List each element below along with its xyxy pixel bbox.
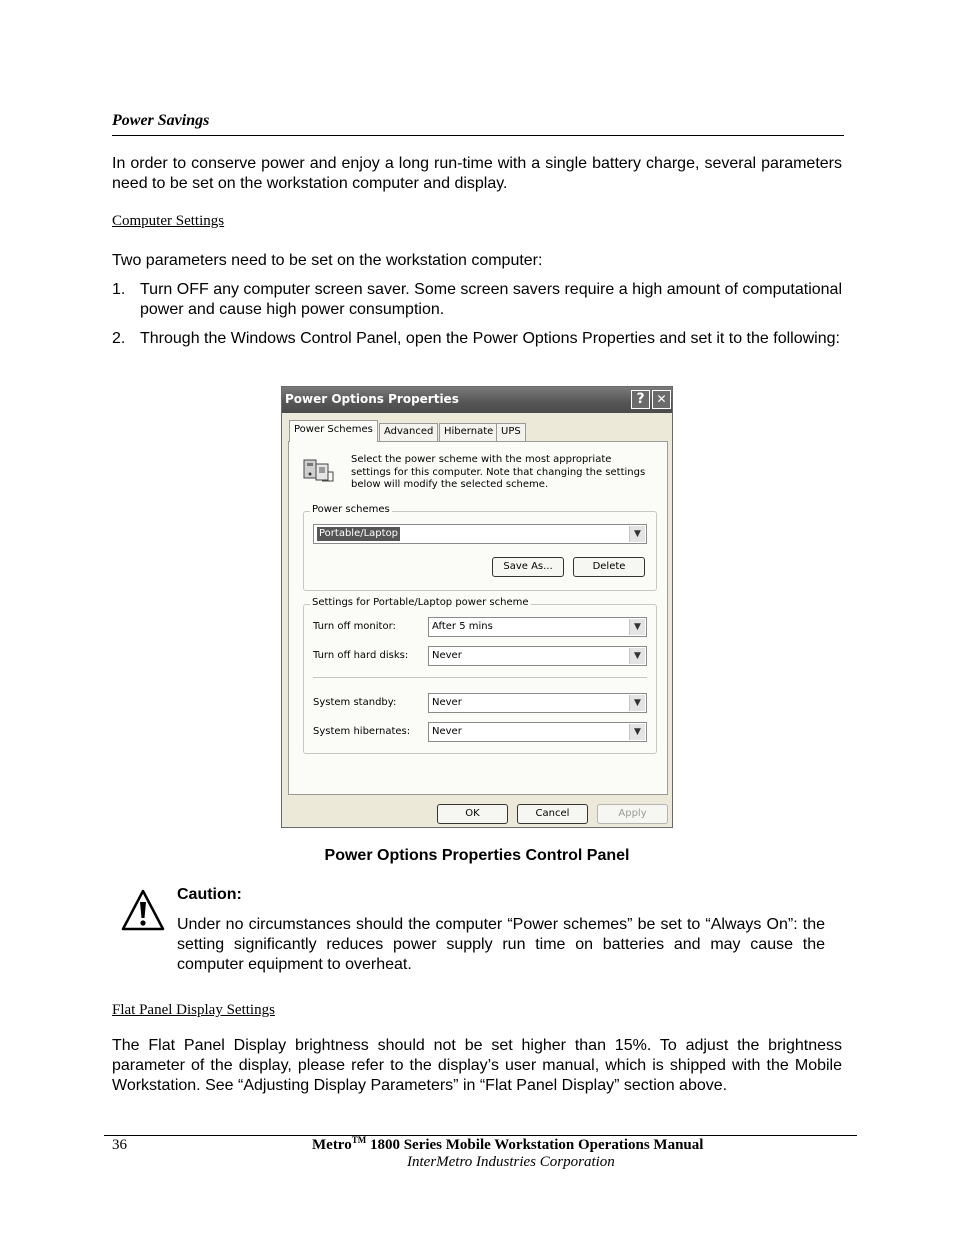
flat-panel-heading: Flat Panel Display Settings [112, 1002, 275, 1018]
help-icon[interactable]: ? [631, 390, 650, 409]
power-schemes-panel [288, 441, 668, 795]
power-schemes-group [303, 511, 657, 591]
power-scheme-value: Portable/Laptop [319, 528, 399, 539]
power-scheme-icon [302, 454, 336, 484]
page-number: 36 [112, 1137, 127, 1153]
chevron-down-icon[interactable]: ▼ [629, 695, 645, 711]
settings-divider [313, 677, 647, 678]
computer-settings-heading: Computer Settings [112, 213, 225, 229]
manual-title-suffix: 1800 Series Mobile Workstation Operations Manual [366, 1137, 704, 1153]
tab-hibernate[interactable]: Hibernate [439, 423, 498, 441]
tab-power-schemes[interactable]: Power Schemes [289, 420, 378, 442]
list-item: Turn OFF any computer screen saver. Some screen savers require a high amount of computational power and cause high power consumption. [140, 281, 842, 318]
ok-button[interactable]: OK [437, 804, 508, 824]
figure-caption: Power Options Properties Control Panel [324, 847, 630, 864]
section-title: Power Savings [112, 112, 210, 129]
title-divider [112, 135, 844, 136]
apply-button[interactable]: Apply [597, 804, 668, 824]
chevron-down-icon[interactable]: ▼ [629, 648, 645, 664]
list-item-number: 1. [112, 281, 126, 298]
power-scheme-select[interactable] [313, 524, 647, 544]
system-standby-select[interactable] [428, 693, 647, 713]
turn-off-hard-disks-select[interactable] [428, 646, 647, 666]
intro-paragraph: In order to conserve power and enjoy a long run-time with a single battery charge, several parameters need to be set on the workstation computer and display. [112, 155, 842, 192]
manual-title-prefix: Metro [312, 1137, 352, 1153]
save-as-button[interactable]: Save As... [492, 557, 564, 577]
system-hibernates-label: System hibernates: [313, 726, 411, 737]
system-hibernates-value: Never [432, 726, 462, 737]
dialog-titlebar [282, 387, 672, 413]
caution-text: Under no circumstances should the computer “Power schemes” be set to “Always On”: the setting significantly reduces power supply run time on batteries and may cause the computer equipment to overheat. [177, 916, 825, 973]
chevron-down-icon[interactable]: ▼ [629, 724, 645, 740]
chevron-down-icon[interactable]: ▼ [629, 526, 645, 542]
system-standby-label: System standby: [313, 697, 397, 708]
tab-ups[interactable]: UPS [496, 423, 526, 441]
turn-off-hard-disks-label: Turn off hard disks: [313, 650, 409, 661]
trademark: TM [351, 1135, 367, 1145]
delete-button[interactable]: Delete [573, 557, 645, 577]
turn-off-monitor-value: After 5 mins [432, 621, 493, 632]
list-item-number: 2. [112, 330, 126, 347]
caution-heading: Caution: [177, 886, 242, 903]
flat-panel-paragraph: The Flat Panel Display brightness should not be set higher than 15%. To adjust the brightness parameter of the display, please refer to the display’s user manual, which is shipped with the Mobile Workstation. See “Adjusting Display Parameters” in “Flat Panel Display” section above. [112, 1037, 842, 1094]
scheme-description: Select the power scheme with the most appropriate settings for this computer. Note that changing the settings below will modify the selected scheme. [351, 454, 646, 490]
dialog-title: Power Options Properties [285, 392, 459, 406]
power-schemes-group-label: Power schemes [312, 504, 390, 515]
list-item: Through the Windows Control Panel, open the Power Options Properties and set it to the following: [140, 330, 840, 347]
scheme-settings-group-label: Settings for Portable/Laptop power scheme [312, 597, 529, 608]
system-hibernates-select[interactable] [428, 722, 647, 742]
cancel-button[interactable]: Cancel [517, 804, 588, 824]
warning-icon [121, 889, 165, 931]
chevron-down-icon[interactable]: ▼ [629, 619, 645, 635]
manual-title [312, 1135, 703, 1154]
company-name: InterMetro Industries Corporation [407, 1154, 615, 1170]
turn-off-monitor-select[interactable] [428, 617, 647, 637]
power-options-dialog [281, 386, 673, 828]
tab-advanced[interactable]: Advanced [379, 423, 438, 441]
turn-off-monitor-label: Turn off monitor: [313, 621, 396, 632]
turn-off-hard-disks-value: Never [432, 650, 462, 661]
system-standby-value: Never [432, 697, 462, 708]
close-icon[interactable]: ✕ [652, 390, 671, 409]
computer-settings-lead: Two parameters need to be set on the workstation computer: [112, 252, 543, 269]
